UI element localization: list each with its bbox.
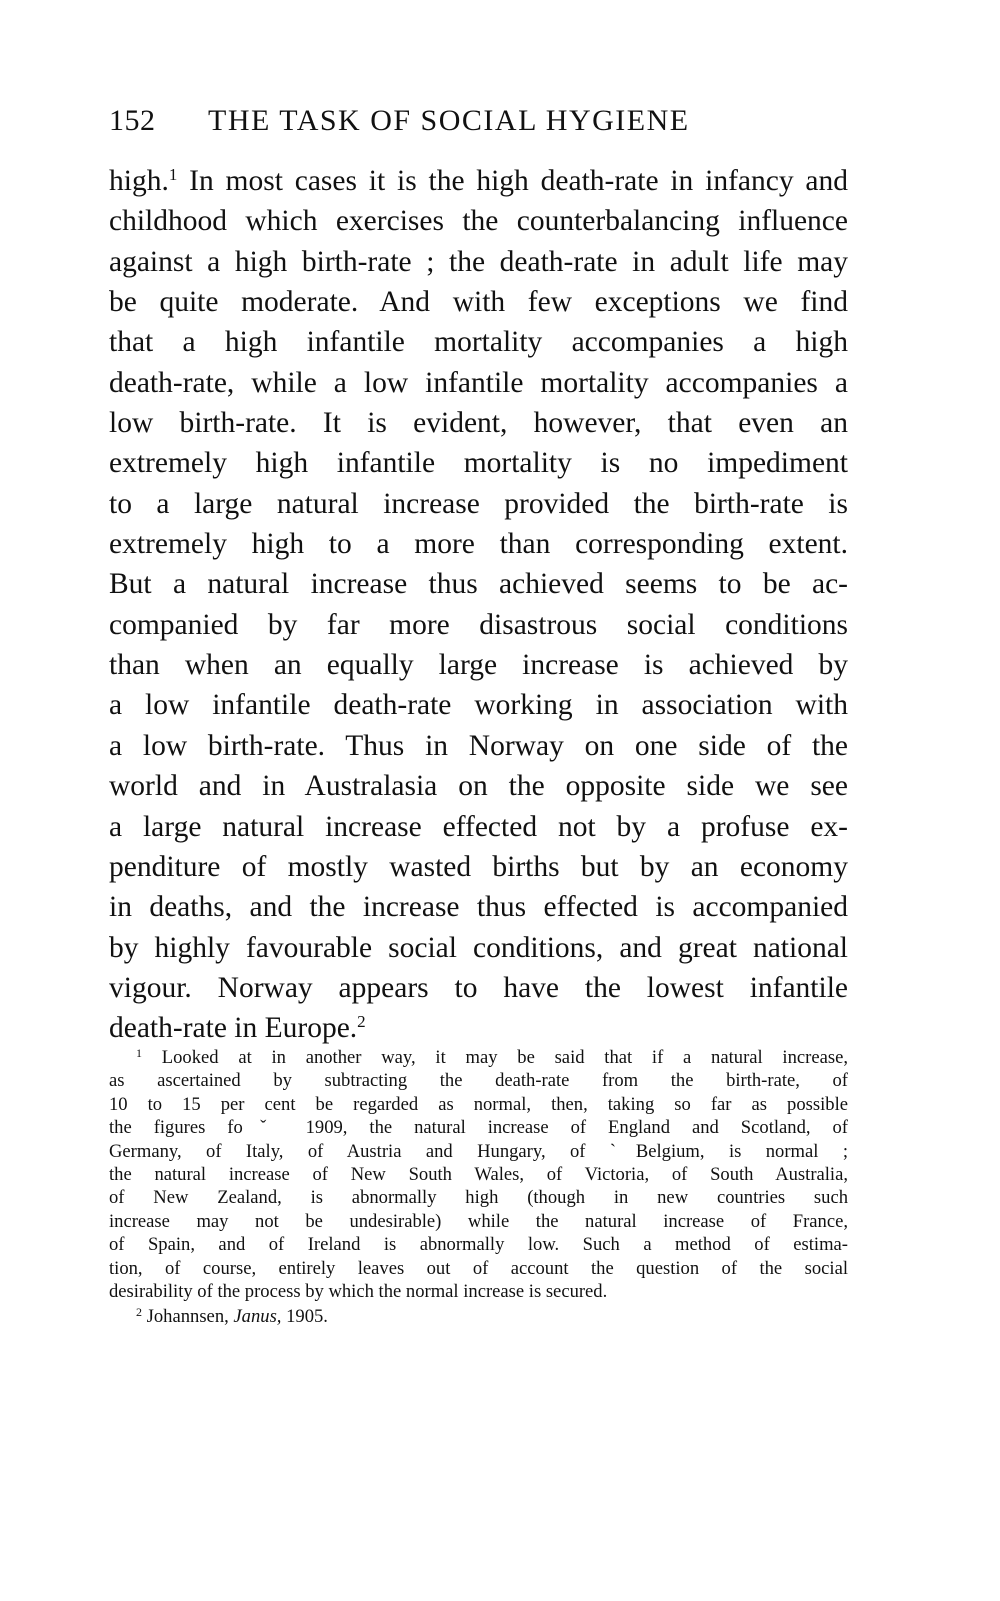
footnote-1-line: tion, of course, entirely leaves out of account the question of the social [109, 1257, 848, 1279]
body-line: that a high infantile mortality accompanies a high [109, 326, 848, 359]
footnote-1-marker: 1 [136, 1046, 142, 1060]
body-line: But a natural increase thus achieved seems to be ac- [109, 568, 848, 601]
body-line: extremely high infantile mortality is no impediment [109, 447, 848, 480]
body-line: vigour. Norway appears to have the lowest infantile [109, 971, 848, 1004]
body-line: than when an equally large increase is achieved by [109, 649, 848, 682]
body-line: be quite moderate. And with few exceptions we find [109, 286, 848, 319]
body-line: a large natural increase effected not by a profuse ex- [109, 810, 848, 843]
body-line-text: high. [109, 165, 169, 197]
footnote-1-line: of New Zealand, is abnormally high (though in new countries such [109, 1187, 848, 1209]
body-line: by highly favourable social conditions, and great national [109, 931, 848, 964]
body-line: world and in Australasia on the opposite side we see [109, 770, 848, 803]
footnote-1-line: Germany, of Italy, of Austria and Hungary, of ˋBelgium, is normal ; [109, 1140, 848, 1162]
footnote-1-line [109, 1046, 848, 1069]
footnote-1-line: of Spain, and of Ireland is abnormally low. Such a method of estima- [109, 1234, 848, 1256]
footnote-2 [109, 1305, 848, 1329]
footnote-1-line: as ascertained by subtracting the death-rate from the birth-rate, of [109, 1070, 848, 1092]
body-line [109, 161, 848, 201]
footnote-1-text: Looked at in another way, it may be said that if a natural increase, [142, 1047, 848, 1068]
body-line: a low infantile death-rate working in association with [109, 689, 848, 722]
body-line: a low birth-rate. Thus in Norway on one side of the [109, 729, 848, 762]
footnote-1-line: the natural increase of New South Wales, of Victoria, of South Australia, [109, 1163, 848, 1185]
footnote-2-author: Johannsen, [142, 1306, 234, 1328]
footnote-marker-2: 2 [357, 1012, 366, 1032]
footnote-1-line: increase may not be undesirable) while the natural increase of France, [109, 1210, 848, 1232]
body-line: companied by far more disastrous social conditions [109, 608, 848, 641]
footnote-1-line: desirability of the process by which the normal increase is secured. [109, 1280, 608, 1302]
body-line: extremely high to a more than corresponding extent. [109, 528, 848, 561]
body-line: to a large natural increase provided the birth-rate is [109, 487, 848, 520]
page-number: 152 [109, 104, 156, 137]
footnote-marker-1: 1 [168, 165, 178, 184]
footnote-2-year: 1905. [281, 1306, 328, 1328]
body-line-text: death-rate in Europe. [109, 1012, 358, 1045]
body-line: in deaths, and the increase thus effected is accompanied [109, 891, 848, 924]
body-line: death-rate, while a low infantile mortality accompanies a [109, 366, 848, 399]
body-text [109, 161, 848, 1049]
body-line: childhood which exercises the counterbalancing influence [109, 205, 848, 238]
footnote-2-journal: Janus, [233, 1306, 282, 1328]
body-line: penditure of mostly wasted births but by an economy [109, 850, 848, 883]
body-line: low birth-rate. It is evident, however, that even an [109, 407, 848, 440]
footnote-1-line: the figures foˇ 1909, the natural increase of England and Scotland, of [109, 1117, 848, 1139]
page-header [109, 104, 789, 140]
footnotes [109, 1046, 848, 1329]
body-line-text: In most cases it is the high death-rate in infancy and [177, 165, 848, 197]
footnote-2-marker: 2 [136, 1305, 142, 1320]
body-line [109, 1008, 848, 1048]
body-line: against a high birth-rate ; the death-rate in adult life may [109, 245, 848, 278]
footnote-1-line: 10 to 15 per cent be regarded as normal, then, taking so far as possible [109, 1093, 848, 1115]
running-head: THE TASK OF SOCIAL HYGIENE [208, 104, 690, 137]
